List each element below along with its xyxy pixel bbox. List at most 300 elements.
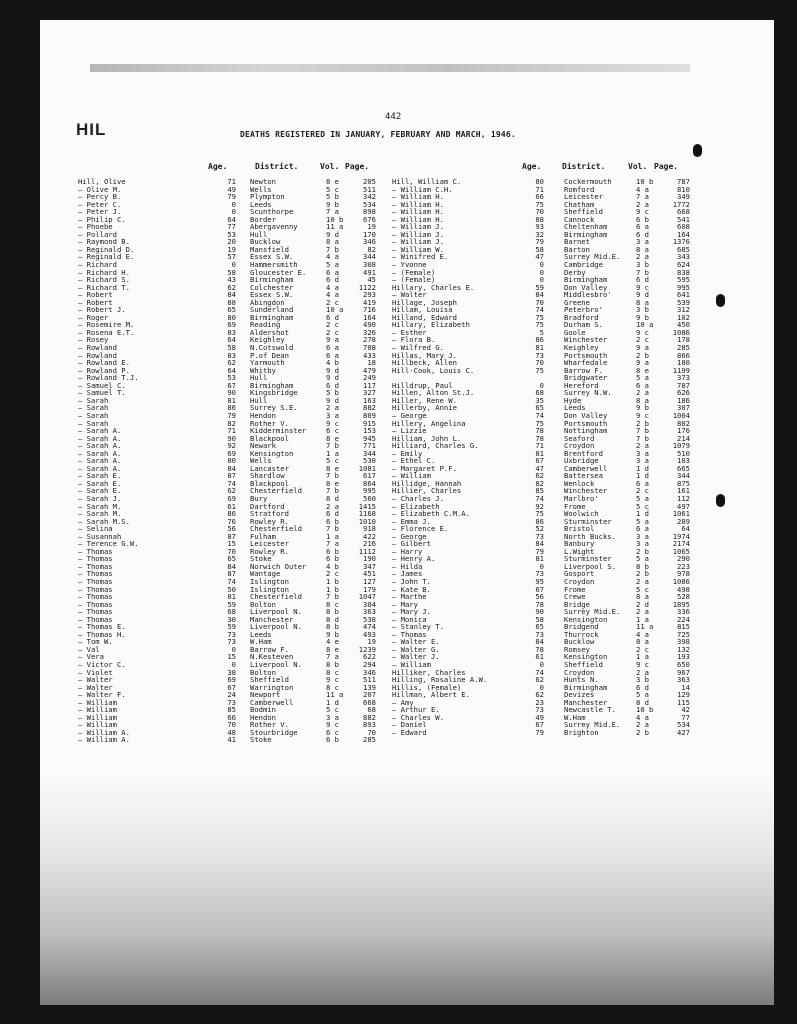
entry-district: Stoke [250, 554, 272, 564]
entry-age: 86 [535, 516, 544, 526]
entry-district: Liverpool S. [564, 561, 616, 571]
entry-page: 882 [363, 712, 376, 722]
entry-page: 433 [363, 350, 376, 360]
entry-page: 115 [677, 697, 690, 707]
entry-age: 74 [535, 493, 544, 503]
entry-page: 893 [363, 720, 376, 730]
register-entry [392, 721, 722, 729]
register-entry [78, 427, 398, 435]
entry-name: Hillas, Mary J. [392, 350, 457, 360]
entry-age: 79 [535, 237, 544, 247]
register-entry [392, 555, 722, 563]
entry-district: Birmingham [564, 682, 608, 692]
entry-age: 74 [227, 576, 236, 586]
entry-name: — Rosemire M. [78, 320, 135, 330]
register-entry [392, 329, 722, 337]
entry-age: 62 [535, 471, 544, 481]
entry-age: 64 [227, 335, 236, 345]
entry-name: Hillier, Charles [392, 486, 462, 496]
entry-age: 47 [535, 252, 544, 262]
entry-page: 363 [363, 607, 376, 617]
entry-vol: 8 a [636, 592, 649, 602]
register-entry [78, 374, 398, 382]
entry-vol: 5 a [636, 373, 649, 383]
scan-shadow [40, 775, 774, 1005]
entry-district: Kingsbridge [250, 388, 298, 398]
entry-name: — Sarah M.S. [78, 516, 130, 526]
entry-name: — Robert [78, 290, 113, 300]
entry-name: — Philip C. [78, 214, 126, 224]
entry-district: Liverpool N. [250, 607, 302, 617]
entry-page: 624 [677, 260, 690, 270]
entry-page: 102 [677, 312, 690, 322]
entry-vol: 9 c [326, 675, 339, 685]
entry-vol: 3 b [636, 675, 649, 685]
entry-vol: 8 c [326, 667, 339, 677]
entry-age: 81 [227, 592, 236, 602]
entry-vol: 3 a [326, 410, 339, 420]
entry-district: Crewe [564, 592, 586, 602]
register-entry [78, 442, 398, 450]
entry-district: Surrey Mid.E. [564, 607, 621, 617]
entry-name: — Hilda [392, 561, 423, 571]
entry-district: Frome [564, 584, 586, 594]
entry-vol: 7 a [326, 539, 339, 549]
entry-age: 67 [535, 584, 544, 594]
entry-name: — Robert [78, 297, 113, 307]
entry-age: 15 [227, 652, 236, 662]
register-entry [78, 253, 398, 261]
entry-district: Bradford [564, 312, 599, 322]
register-entry [78, 420, 398, 428]
entry-age: 70 [535, 358, 544, 368]
entry-district: Seaford [564, 433, 595, 443]
entry-age: 35 [535, 395, 544, 405]
entry-name: — Mary J. [392, 607, 431, 617]
entry-name: — Terence G.W. [78, 539, 139, 549]
entry-age: 87 [227, 569, 236, 579]
entry-page: 289 [677, 516, 690, 526]
entry-district: Durham S. [564, 320, 603, 330]
entry-vol: 7 b [636, 426, 649, 436]
entry-district: Scunthorpe [250, 207, 294, 217]
register-entry [78, 299, 398, 307]
entry-age: 0 [231, 207, 236, 217]
register-entry [78, 344, 398, 352]
entry-district: Uxbridge [564, 456, 599, 466]
entry-vol: 1 b [326, 584, 339, 594]
entry-page: 864 [363, 478, 376, 488]
entry-page: 112 [677, 493, 690, 503]
entry-age: 84 [535, 290, 544, 300]
entry-vol: 6 a [636, 524, 649, 534]
entry-age: 78 [535, 426, 544, 436]
entry-age: 75 [535, 199, 544, 209]
entry-name: — Thomas [78, 561, 113, 571]
entry-page: 479 [363, 365, 376, 375]
entry-vol: 2 c [636, 486, 649, 496]
register-entry [78, 284, 398, 292]
entry-vol: 6 b [636, 214, 649, 224]
entry-district: Peterbro' [564, 305, 603, 315]
entry-vol: 6 c [326, 727, 339, 737]
entry-name: — William C.H. [392, 184, 453, 194]
entry-age: 30 [227, 614, 236, 624]
entry-name: — William J. [392, 229, 444, 239]
entry-vol: 1 a [326, 531, 339, 541]
entry-vol: 6 d [326, 380, 339, 390]
entry-page: 216 [363, 539, 376, 549]
entry-page: 1004 [672, 410, 690, 420]
entry-name: — Thomas [78, 599, 113, 609]
entry-vol: 8 b [326, 622, 339, 632]
entry-page: 19 [367, 222, 376, 232]
entry-page: 249 [363, 373, 376, 383]
entry-name: Hill, Olive [78, 177, 126, 186]
entry-name: — Violet [78, 667, 113, 677]
entry-name: — Tom W. [78, 637, 113, 647]
entry-page: 326 [363, 327, 376, 337]
entry-age: 73 [227, 629, 236, 639]
entry-name: — Richard T. [78, 282, 130, 292]
entry-page: 528 [677, 592, 690, 602]
entry-district: Surrey Mid.E. [564, 720, 621, 730]
entry-vol: 7 a [636, 192, 649, 202]
entry-age: 58 [535, 244, 544, 254]
entry-age: 93 [535, 222, 544, 232]
register-entry [78, 714, 398, 722]
entry-page: 641 [677, 290, 690, 300]
register-entry [78, 661, 398, 669]
entry-age: 62 [227, 358, 236, 368]
entry-vol: 5 c [636, 501, 649, 511]
entry-district: P.of Dean [250, 350, 289, 360]
entry-district: Rowley R. [250, 546, 289, 556]
entry-vol: 9 c [326, 720, 339, 730]
entry-vol: 6 a [636, 222, 649, 232]
entry-district: Wells [250, 456, 272, 466]
entry-district: W.Ham [564, 712, 586, 722]
register-entry [78, 291, 398, 299]
entry-district: Surrey N.W. [564, 388, 612, 398]
entry-age: 52 [535, 524, 544, 534]
entry-vol: 5 a [326, 260, 339, 270]
register-entry [78, 570, 398, 578]
entry-name: Hillary, Charles E. [392, 282, 475, 292]
entry-vol: 3 a [636, 531, 649, 541]
entry-name: — Sarah A. [78, 426, 122, 436]
register-entry [392, 253, 722, 261]
entry-district: Hendon [250, 410, 276, 420]
entry-page: 344 [363, 448, 376, 458]
entry-district: Cannock [564, 214, 595, 224]
register-entry [392, 699, 722, 707]
entry-age: 79 [227, 410, 236, 420]
entry-vol: 6 a [636, 478, 649, 488]
entry-age: 56 [535, 592, 544, 602]
entry-name: — William A. [78, 727, 130, 737]
entry-district: Winchester [564, 486, 608, 496]
entry-vol: 2 b [636, 418, 649, 428]
entry-name: — Sarah [78, 395, 109, 405]
punch-hole [716, 494, 725, 507]
register-entry [78, 653, 398, 661]
entry-name: — Thomas E. [78, 622, 126, 632]
entry-age: 65 [227, 305, 236, 315]
entry-district: Cockermouth [564, 177, 612, 186]
entry-name: — James [392, 569, 423, 579]
entry-vol: 9 c [326, 418, 339, 428]
entry-district: Leicester [564, 192, 603, 202]
entry-age: 0 [539, 682, 544, 692]
entry-name: Hilland, Edward [392, 312, 457, 322]
entry-district: Keighley [564, 343, 599, 353]
entry-age: 57 [227, 252, 236, 262]
register-entry [78, 186, 398, 194]
entry-vol: 3 b [636, 305, 649, 315]
entry-age: 67 [535, 456, 544, 466]
entry-page: 127 [363, 576, 376, 586]
entry-age: 41 [227, 735, 236, 745]
register-entry [78, 601, 398, 609]
entry-age: 87 [227, 531, 236, 541]
entry-vol: 11 a [636, 622, 654, 632]
register-entry [78, 336, 398, 344]
entry-name: — Gilbert [392, 539, 431, 549]
entry-vol: 7 b [326, 471, 339, 481]
entry-name: — Sarah [78, 403, 109, 413]
entry-vol: 6 d [636, 682, 649, 692]
entry-vol: 1 a [636, 652, 649, 662]
entry-district: Derby [564, 267, 586, 277]
entry-district: Yarmouth [250, 358, 285, 368]
entry-page: 178 [677, 335, 690, 345]
entry-name: Hillery, Angelina [392, 418, 466, 428]
entry-page: 1772 [672, 199, 690, 209]
entry-vol: 2 a [326, 501, 339, 511]
entry-page: 668 [677, 207, 690, 217]
entry-district: Rother V. [250, 418, 289, 428]
entry-age: 76 [227, 516, 236, 526]
entry-vol: 2 c [326, 569, 339, 579]
entry-district: Kidderminster [250, 426, 307, 436]
register-entry [78, 487, 398, 495]
entry-age: 53 [227, 373, 236, 383]
entry-name: — Margaret P.F. [392, 463, 457, 473]
register-entry [78, 495, 398, 503]
entry-page: 343 [677, 252, 690, 262]
entry-age: 66 [535, 192, 544, 202]
entry-age: 53 [227, 229, 236, 239]
entry-page: 451 [363, 569, 376, 579]
entry-name: Hillidge, Hannah [392, 478, 462, 488]
register-entry [78, 178, 398, 186]
entry-name: Hilliard, Charles G. [392, 441, 479, 451]
entry-district: Whitby [250, 365, 276, 375]
entry-district: Battersea [564, 471, 603, 481]
register-entry [392, 450, 722, 458]
entry-page: 349 [677, 192, 690, 202]
entry-age: 58 [227, 267, 236, 277]
entry-page: 915 [363, 418, 376, 428]
entry-page: 70 [367, 727, 376, 737]
entry-vol: 9 d [326, 395, 339, 405]
entry-page: 650 [677, 660, 690, 669]
entry-page: 1010 [358, 516, 376, 526]
entry-age: 78 [535, 644, 544, 654]
entry-district: Gloucester E. [250, 267, 307, 277]
entry-district: Barton [564, 244, 590, 254]
entry-district: Islington [250, 584, 289, 594]
entry-name: — Sarah A. [78, 456, 122, 466]
entry-vol: 8 e [326, 478, 339, 488]
entry-age: 32 [535, 229, 544, 239]
register-entry [78, 412, 398, 420]
entry-page: 1122 [358, 282, 376, 292]
entry-district: N.Kesteven [250, 652, 294, 662]
register-entry [78, 480, 398, 488]
entry-page: 668 [363, 697, 376, 707]
entry-age: 65 [227, 554, 236, 564]
entry-age: 66 [227, 712, 236, 722]
entry-district: Croydon [564, 667, 595, 677]
entry-vol: 8 a [636, 297, 649, 307]
entry-name: — Peter C. [78, 199, 122, 209]
register-entry [78, 631, 398, 639]
entry-district: Stourbridge [250, 727, 298, 737]
entry-age: 79 [535, 727, 544, 737]
entry-age: 59 [227, 599, 236, 609]
entry-age: 0 [231, 644, 236, 654]
entry-name: — Rowland P. [78, 365, 130, 375]
entry-vol: 2 c [326, 327, 339, 337]
entry-page: 787 [677, 380, 690, 390]
entry-vol: 5 a [636, 493, 649, 503]
entry-vol: 8 c [326, 682, 339, 692]
entry-district: Hull [250, 229, 268, 239]
entry-age: 23 [535, 697, 544, 707]
entry-name: — Florence E. [392, 524, 449, 534]
entry-vol: 6 b [326, 735, 339, 745]
entry-district: Cambridge [564, 260, 603, 270]
entry-age: 49 [535, 712, 544, 722]
entry-vol: 7 a [326, 207, 339, 217]
entry-district: Marlbro' [564, 493, 599, 503]
entry-page: 170 [363, 229, 376, 239]
register-entry [78, 555, 398, 563]
entry-age: 0 [539, 267, 544, 277]
entry-age: 77 [227, 222, 236, 232]
entry-age: 75 [535, 509, 544, 519]
entry-age: 58 [535, 614, 544, 624]
entry-name: — Rosey [78, 335, 109, 345]
entry-page: 534 [363, 199, 376, 209]
entry-age: 95 [535, 576, 544, 586]
entry-page: 771 [363, 441, 376, 451]
entry-name: — Harry [392, 546, 423, 556]
entry-name: — Sarah A. [78, 433, 122, 443]
entry-age: 80 [227, 312, 236, 322]
entry-vol: 1 a [636, 614, 649, 624]
entry-age: 67 [535, 720, 544, 730]
entry-vol: 2 d [636, 599, 649, 609]
register-entry [78, 548, 398, 556]
entry-district: Stoke [250, 735, 272, 745]
entry-name: Hilldrup, Paul [392, 380, 453, 390]
entry-page: 214 [677, 433, 690, 443]
entry-vol: 11 a [326, 690, 344, 700]
district-header-right: District. [562, 162, 606, 171]
entry-vol: 8 a [636, 244, 649, 254]
entry-vol: 1 d [636, 463, 649, 473]
entry-vol: 6 d [636, 275, 649, 285]
entry-age: 73 [227, 637, 236, 647]
entry-name: — George [392, 410, 427, 420]
register-entry [392, 269, 722, 277]
entry-vol: 3 b [636, 260, 649, 270]
entry-age: 73 [227, 697, 236, 707]
entry-name: — Emily [392, 448, 423, 458]
entry-age: 19 [227, 244, 236, 254]
entry-page: 967 [677, 667, 690, 677]
entry-vol: 6 d [636, 229, 649, 239]
entry-vol: 7 b [326, 592, 339, 602]
entry-vol: 5 c [326, 456, 339, 466]
entry-vol: 4 e [326, 637, 339, 647]
entry-page: 1081 [358, 463, 376, 473]
entry-vol: 4 a [636, 629, 649, 639]
entry-district: Aldershot [250, 327, 289, 337]
entry-name: — Henry A. [392, 554, 436, 564]
entry-vol: 3 a [326, 712, 339, 722]
entry-vol: 4 b [326, 358, 339, 368]
entry-name: — William [78, 712, 117, 722]
entry-name: — Sarah E. [78, 486, 122, 496]
entry-vol: 2 b [636, 727, 649, 737]
register-entry [78, 465, 398, 473]
entry-page: 179 [363, 584, 376, 594]
entry-vol: 8 e [326, 463, 339, 473]
entry-vol: 6 d [326, 312, 339, 322]
entry-vol: 6 a [326, 343, 339, 353]
entry-district: Wharfedale [564, 358, 608, 368]
register-entry [78, 540, 398, 548]
entry-page: 945 [363, 433, 376, 443]
entry-page: 595 [677, 275, 690, 285]
entry-page: 538 [363, 614, 376, 624]
entry-page: 77 [681, 712, 690, 722]
entry-page: 716 [363, 305, 376, 315]
entry-name: — Reginald D. [78, 244, 135, 254]
entry-name: Hillen, Alton St.J. [392, 388, 475, 398]
entry-age: 59 [227, 622, 236, 632]
entry-page: 497 [677, 501, 690, 511]
entry-age: 69 [227, 448, 236, 458]
register-entry [392, 691, 722, 699]
entry-vol: 7 b [326, 244, 339, 254]
register-entry [78, 306, 398, 314]
entry-age: 73 [535, 569, 544, 579]
register-entry [392, 495, 722, 503]
entry-district: Colchester [250, 282, 294, 292]
entry-name: — Rowland E. [78, 358, 130, 368]
entry-district: Liverpool N. [250, 622, 302, 632]
entry-age: 82 [535, 478, 544, 488]
entry-page: 290 [677, 554, 690, 564]
entry-name: — Charles W. [392, 712, 444, 722]
page-title: DEATHS REGISTERED IN JANUARY, FEBRUARY AND MARCH, 1946. [240, 130, 516, 139]
entry-page: 304 [363, 599, 376, 609]
